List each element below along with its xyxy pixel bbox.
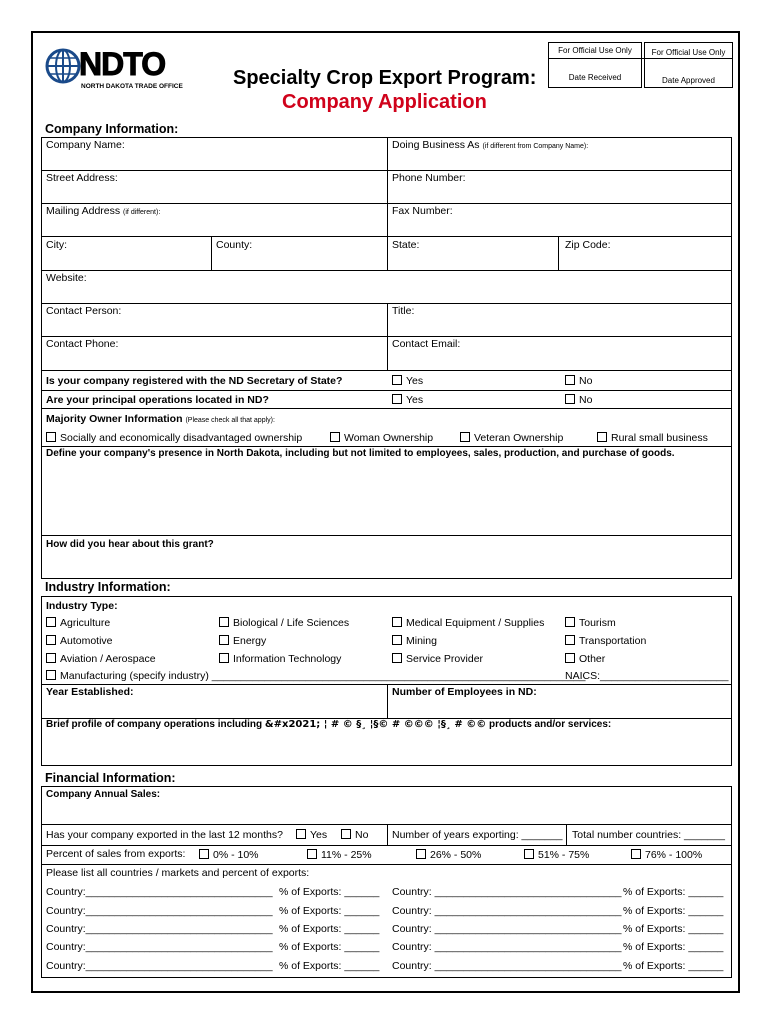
checkbox-icon[interactable] (631, 849, 641, 859)
percent-field-left-3[interactable]: % of Exports: ______ (279, 923, 380, 935)
checkbox-icon[interactable] (330, 432, 340, 442)
globe-icon (45, 46, 81, 86)
county-label: County: (216, 239, 253, 251)
contact-person-label: Contact Person: (46, 305, 122, 317)
naics-label: NAICS:______________________ (565, 670, 729, 682)
checkbox-icon[interactable] (392, 635, 402, 645)
define-presence-input[interactable] (42, 462, 730, 534)
industry-agriculture[interactable]: Agriculture (46, 617, 110, 629)
registered-yes[interactable]: Yes (392, 375, 423, 387)
country-field-left-3[interactable]: Country:________________________________ (46, 923, 273, 935)
industry-service[interactable]: Service Provider (392, 653, 483, 665)
date-received-label: Date Received (568, 73, 622, 82)
checkbox-icon[interactable] (416, 849, 426, 859)
industry-medical[interactable]: Medical Equipment / Supplies (392, 617, 544, 629)
company-section-title: Company Information: (45, 122, 179, 136)
registered-no[interactable]: No (565, 375, 592, 387)
range-76-100[interactable]: 76% - 100% (631, 849, 702, 861)
industry-tourism[interactable]: Tourism (565, 617, 616, 629)
checkbox-icon[interactable] (565, 617, 575, 627)
industry-biological[interactable]: Biological / Life Sciences (219, 617, 349, 629)
percent-sales-label: Percent of sales from exports: (46, 848, 186, 860)
contact-phone-label: Contact Phone: (46, 338, 119, 350)
percent-field-left-2[interactable]: % of Exports: ______ (279, 905, 380, 917)
page-title: Specialty Crop Export Program: (233, 67, 537, 89)
range-26-50[interactable]: 26% - 50% (416, 849, 481, 861)
checkbox-icon[interactable] (307, 849, 317, 859)
industry-it[interactable]: Information Technology (219, 653, 341, 665)
range-51-75[interactable]: 51% - 75% (524, 849, 589, 861)
company-profile-label: Brief profile of company operations including &#x2021; ¦ # © §¸ ¦§© # ©©© ¦§¸ # ©© products and/or services: (46, 719, 612, 730)
percent-field-right-5[interactable]: % of Exports: ______ (623, 960, 724, 972)
logo-subtitle: NORTH DAKOTA TRADE OFFICE (81, 83, 183, 90)
country-field-left-1[interactable]: Country:________________________________ (46, 886, 273, 898)
country-field-right-5[interactable]: Country: ________________________________ (392, 960, 622, 972)
checkbox-icon[interactable] (219, 653, 229, 663)
fax-number-label: Fax Number: (392, 205, 453, 217)
checkbox-icon[interactable] (565, 375, 575, 385)
company-name-label: Company Name: (46, 139, 125, 151)
title-label: Title: (392, 305, 415, 317)
ndto-logo (45, 44, 190, 94)
range-11-25[interactable]: 11% - 25% (307, 849, 372, 861)
state-label: State: (392, 239, 420, 251)
registered-question: Is your company registered with the ND Secretary of State? (46, 375, 343, 387)
country-field-right-3[interactable]: Country: ________________________________ (392, 923, 622, 935)
industry-transportation[interactable]: Transportation (565, 635, 646, 647)
mailing-address-label: Mailing Address (if different): (46, 205, 161, 217)
checkbox-icon[interactable] (460, 432, 470, 442)
checkbox-icon[interactable] (524, 849, 534, 859)
company-name-input[interactable] (150, 139, 380, 167)
checkbox-icon[interactable] (219, 617, 229, 627)
percent-field-left-4[interactable]: % of Exports: ______ (279, 941, 380, 953)
country-field-right-1[interactable]: Country: ________________________________ (392, 886, 622, 898)
city-label: City: (46, 239, 67, 251)
checkbox-icon[interactable] (46, 617, 56, 627)
range-0-10[interactable]: 0% - 10% (199, 849, 259, 861)
industry-automotive[interactable]: Automotive (46, 635, 113, 647)
list-countries-label: Please list all countries / markets and percent of exports: (46, 867, 310, 879)
ownership-rural[interactable]: Rural small business (597, 432, 708, 444)
date-approved-label: Date Approved (662, 76, 715, 85)
employees-label: Number of Employees in ND: (392, 686, 537, 698)
country-field-left-5[interactable]: Country:________________________________ (46, 960, 273, 972)
checkbox-icon[interactable] (392, 653, 402, 663)
official-use-label-1: For Official Use Only (558, 46, 632, 55)
operations-yes[interactable]: Yes (392, 394, 423, 406)
country-field-right-4[interactable]: Country: ________________________________ (392, 941, 622, 953)
exported-no[interactable]: No (341, 829, 368, 841)
percent-field-right-3[interactable]: % of Exports: ______ (623, 923, 724, 935)
percent-field-left-5[interactable]: % of Exports: ______ (279, 960, 380, 972)
ownership-socially[interactable]: Socially and economically disadvantaged ownership (46, 432, 302, 444)
checkbox-icon[interactable] (565, 653, 575, 663)
checkbox-icon[interactable] (341, 829, 351, 839)
how-hear-label: How did you hear about this grant? (46, 539, 214, 550)
industry-energy[interactable]: Energy (219, 635, 266, 647)
checkbox-icon[interactable] (219, 635, 229, 645)
checkbox-icon[interactable] (199, 849, 209, 859)
ownership-veteran[interactable]: Veteran Ownership (460, 432, 563, 444)
industry-manufacturing[interactable]: Manufacturing (specify industry) ________________________________________________________________ (46, 670, 585, 682)
industry-type-label: Industry Type: (46, 600, 118, 612)
percent-field-right-2[interactable]: % of Exports: ______ (623, 905, 724, 917)
checkbox-icon[interactable] (46, 653, 56, 663)
logo-text: NDTO (79, 46, 166, 82)
checkbox-icon[interactable] (46, 635, 56, 645)
industry-mining[interactable]: Mining (392, 635, 437, 647)
zip-code-label: Zip Code: (565, 239, 611, 251)
exported-yes[interactable]: Yes (296, 829, 327, 841)
checkbox-icon[interactable] (565, 394, 575, 404)
street-address-label: Street Address: (46, 172, 118, 184)
majority-owner-label: Majority Owner Information (Please check all that apply): (46, 413, 275, 425)
official-use-label-2: For Official Use Only (651, 48, 726, 57)
checkbox-icon[interactable] (597, 432, 607, 442)
year-established-label: Year Established: (46, 686, 134, 698)
checkbox-icon[interactable] (392, 394, 402, 404)
country-field-left-2[interactable]: Country:________________________________ (46, 905, 273, 917)
dba-label: Doing Business As (if different from Company Name): (392, 139, 589, 151)
checkbox-icon[interactable] (392, 617, 402, 627)
country-field-left-4[interactable]: Country:________________________________ (46, 941, 273, 953)
country-field-right-2[interactable]: Country: ________________________________ (392, 905, 622, 917)
years-exporting-label: Number of years exporting: _______ (392, 829, 563, 841)
operations-no[interactable]: No (565, 394, 592, 406)
checkbox-icon[interactable] (46, 670, 56, 680)
checkbox-icon[interactable] (296, 829, 306, 839)
checkbox-icon[interactable] (565, 635, 575, 645)
operations-question: Are your principal operations located in ND? (46, 394, 269, 406)
total-countries-label: Total number countries: _______ (572, 829, 725, 841)
page-subtitle: Company Application (282, 91, 487, 113)
define-presence-label: Define your company's presence in North Dakota, including but not limited to employees, sales, production, and purchase of goods. (46, 448, 675, 459)
percent-field-right-1[interactable]: % of Exports: ______ (623, 886, 724, 898)
industry-section-title: Industry Information: (45, 580, 171, 594)
ownership-woman[interactable]: Woman Ownership (330, 432, 433, 444)
phone-number-label: Phone Number: (392, 172, 466, 184)
checkbox-icon[interactable] (46, 432, 56, 442)
checkbox-icon[interactable] (392, 375, 402, 385)
contact-email-label: Contact Email: (392, 338, 461, 350)
industry-other[interactable]: Other (565, 653, 605, 665)
percent-field-right-4[interactable]: % of Exports: ______ (623, 941, 724, 953)
website-label: Website: (46, 272, 87, 284)
percent-field-left-1[interactable]: % of Exports: ______ (279, 886, 380, 898)
industry-aviation[interactable]: Aviation / Aerospace (46, 653, 156, 665)
exported-question: Has your company exported in the last 12 months? (46, 829, 283, 841)
financial-section-title: Financial Information: (45, 771, 176, 785)
annual-sales-label: Company Annual Sales: (46, 789, 161, 800)
